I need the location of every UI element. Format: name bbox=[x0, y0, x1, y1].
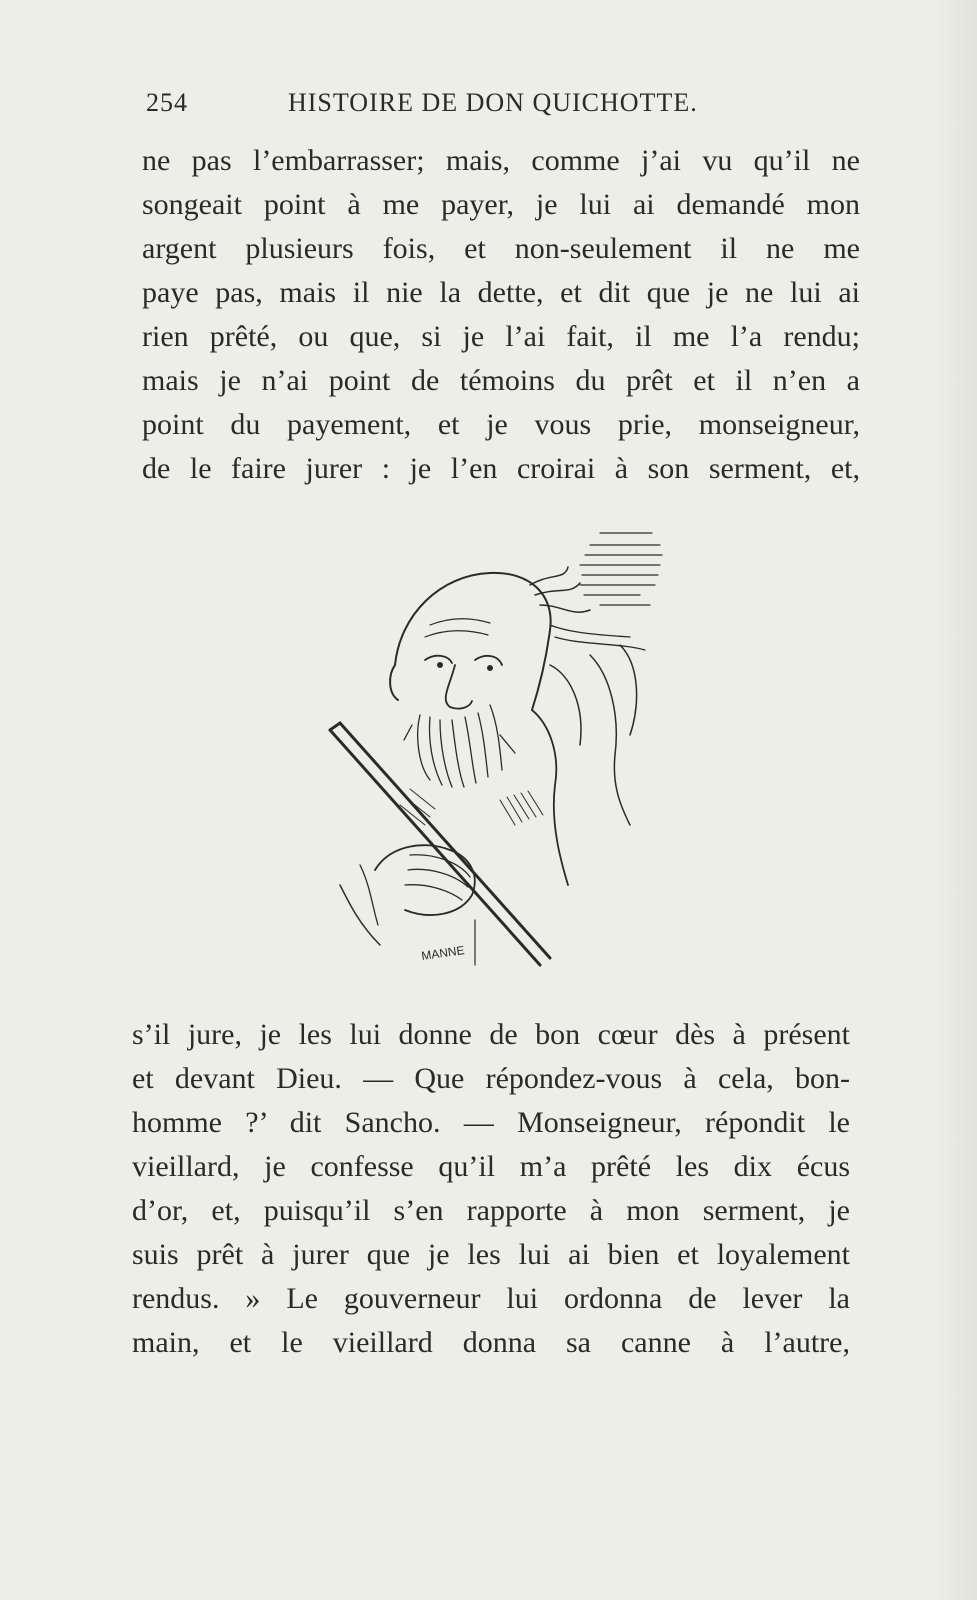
text-line: paye pas, mais il nie la dette, et dit que je ne lui ai bbox=[142, 276, 860, 309]
text-line: homme ?’ dit Sancho. — Monseigneur, répondit le bbox=[132, 1106, 850, 1139]
engraving-old-man-with-cane-icon bbox=[300, 525, 720, 995]
page-edge-shadow bbox=[937, 0, 977, 1600]
text-line: point du payement, et je vous prie, monseigneur, bbox=[142, 408, 860, 441]
text-line: s’il jure, je les lui donne de bon cœur dès à présent bbox=[132, 1018, 850, 1051]
text-line: vieillard, je confesse qu’il m’a prêté les dix écus bbox=[132, 1150, 850, 1183]
text-line: argent plusieurs fois, et non-seulement il ne me bbox=[142, 232, 860, 265]
text-block-top bbox=[142, 139, 860, 491]
text-line: suis prêt à jurer que je les lui ai bien et loyalement bbox=[132, 1238, 850, 1271]
text-block-bottom bbox=[132, 1013, 850, 1365]
text-line: et devant Dieu. — Que répondez-vous à cela, bon- bbox=[132, 1062, 850, 1095]
text-line: rien prêté, ou que, si je l’ai fait, il me l’a rendu; bbox=[142, 320, 860, 353]
hatching-lines bbox=[580, 533, 662, 605]
page-number: 254 bbox=[146, 88, 188, 117]
text-line: mais je n’ai point de témoins du prêt et il n’en a bbox=[142, 364, 860, 397]
text-line: d’or, et, puisqu’il s’en rapporte à mon serment, je bbox=[132, 1194, 850, 1227]
artist-signature: MANNE bbox=[420, 943, 466, 963]
text-line: de le faire jurer : je l’en croirai à son serment, et, bbox=[142, 452, 860, 485]
text-line: rendus. » Le gouverneur lui ordonna de lever la bbox=[132, 1282, 850, 1315]
text-line: main, et le vieillard donna sa canne à l’autre, bbox=[132, 1326, 850, 1359]
text-line: songeait point à me payer, je lui ai demandé mon bbox=[142, 188, 860, 221]
text-line: ne pas l’embarrasser; mais, comme j’ai vu qu’il ne bbox=[142, 144, 860, 177]
header-title: HISTOIRE DE DON QUICHOTTE. bbox=[288, 88, 698, 117]
